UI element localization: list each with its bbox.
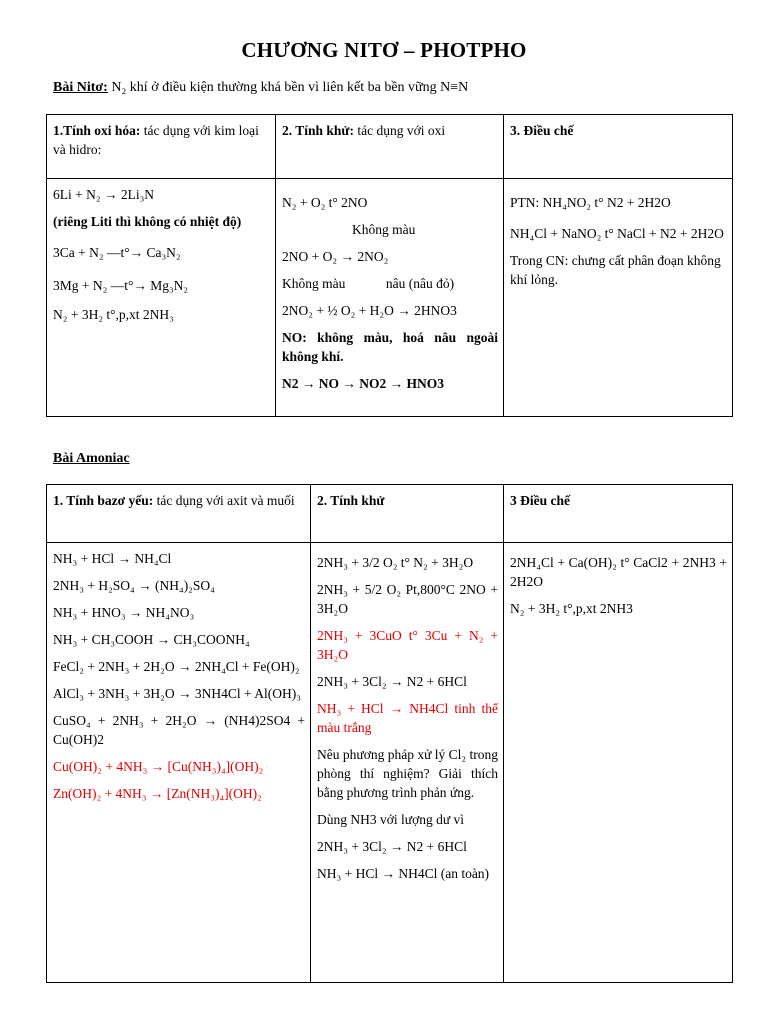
amoniac-base-cell	[47, 543, 311, 983]
amoniac-preparation-cell	[504, 543, 733, 983]
equation-line: NH₃ + HCl → NH4Cl tinh thể màu trắng	[317, 701, 498, 735]
question-line: Nêu phương pháp xử lý Cl₂ trong phòng thí nghiệm? Giải thích bằng phương trình phản ứng.	[317, 747, 498, 800]
amoniac-label: Bài Amoniac	[53, 451, 130, 466]
equation-line: NH₃ + CH₃COOH → CH₃COONH₄	[53, 632, 250, 647]
nito-table	[46, 114, 733, 417]
equation-line: 3Ca + N₂ —t°→ Ca₃N₂	[53, 245, 181, 260]
equation-line: 2NH₃ + 3Cl₂ → N2 + 6HCl	[317, 674, 467, 689]
nito-heading	[53, 80, 468, 96]
amoniac-header-2: 2. Tính khử	[311, 485, 504, 543]
amoniac-heading	[53, 451, 130, 467]
nito-header-3: 3. Điều chế	[504, 115, 733, 179]
equation-line: AlCl₃ + 3NH₃ + 3H₂O → 3NH4Cl + Al(OH)₃	[53, 686, 301, 701]
note-line: (riêng Liti thì không có nhiệt độ)	[53, 214, 242, 229]
equation-line: 2NH₃ + H₂SO₄ → (NH₄)₂SO₄	[53, 578, 215, 593]
nito-label: Bài Nitơ:	[53, 80, 108, 95]
nito-header-2: 2. Tính khử: tác dụng với oxi	[276, 115, 504, 179]
equation-line: N₂ + O₂ t° 2NO	[282, 195, 368, 210]
chain-line: N2 → NO → NO2 → HNO3	[282, 376, 444, 391]
equation-line: 2NH₄Cl + Ca(OH)₂ t° CaCl2 + 2NH3 + 2H2O	[510, 555, 727, 589]
equation-line: N₂ + 3H₂ t°,p,xt 2NH₃	[53, 307, 174, 322]
equation-line: 6Li + N₂ → 2Li₃N	[53, 187, 155, 202]
equation-line: 2NO + O₂ → 2NO₂	[282, 249, 389, 264]
amoniac-reduction-cell	[311, 543, 504, 983]
equation-line: 2NH₃ + 3/2 O₂ t° N₂ + 3H₂O	[317, 555, 474, 570]
nito-oxidation-cell	[47, 179, 276, 417]
note-line: NO: không màu, hoá nâu ngoài không khí.	[282, 330, 498, 364]
equation-line: Zn(OH)₂ + 4NH₃ → [Zn(NH₃)₄](OH)₂	[53, 786, 262, 801]
amoniac-header-1: 1. Tính bazơ yếu: tác dụng với axit và muối	[47, 485, 311, 543]
note-line: Không màu nâu (nâu đỏ)	[282, 276, 455, 291]
note-line: Không màu	[352, 222, 416, 237]
nito-reduction-cell	[276, 179, 504, 417]
equation-line: NH₃ + HNO₃ → NH₄NO₃	[53, 605, 195, 620]
note-line: Trong CN: chưng cất phân đoạn không khí lỏng.	[510, 253, 721, 287]
amoniac-table	[46, 484, 733, 983]
equation-line: FeCl₂ + 2NH₃ + 2H₂O → 2NH₄Cl + Fe(OH)₂	[53, 659, 300, 674]
equation-line: 2NH₃ + 5/2 O₂ Pt,800°C 2NO + 3H₂O	[317, 582, 498, 616]
equation-line: 2NH₃ + 3CuO t° 3Cu + N₂ + 3H₂O	[317, 628, 498, 662]
equation-line: NH₃ + HCl → NH4Cl (an toàn)	[317, 866, 490, 881]
equation-line: NH₄Cl + NaNO₂ t° NaCl + N2 + 2H2O	[510, 226, 724, 241]
equation-line: CuSO₄ + 2NH₃ + 2H₂O → (NH4)2SO4 + Cu(OH)2	[53, 713, 305, 747]
equation-line: N₂ + 3H₂ t°,p,xt 2NH3	[510, 601, 633, 616]
nito-intro: N₂ khí ở điều kiện thường khá bền vì liên kết ba bền vững N≡N	[111, 80, 469, 95]
nito-preparation-cell	[504, 179, 733, 417]
note-line: Dùng NH3 với lượng dư vì	[317, 812, 465, 827]
equation-line: NH₃ + HCl → NH₄Cl	[53, 551, 172, 566]
equation-line: 2NH₃ + 3Cl₂ → N2 + 6HCl	[317, 839, 467, 854]
nito-header-1: 1.Tính oxi hóa: tác dụng với kim loại và hidro:	[47, 115, 276, 179]
equation-line: PTN: NH₄NO₂ t° N2 + 2H2O	[510, 195, 671, 210]
equation-line: 2NO₂ + ½ O₂ + H₂O → 2HNO3	[282, 303, 457, 318]
page-title: CHƯƠNG NITƠ – PHOTPHO	[241, 38, 527, 62]
amoniac-header-3: 3 Điều chế	[504, 485, 733, 543]
equation-line: Cu(OH)₂ + 4NH₃ → [Cu(NH₃)₄](OH)₂	[53, 759, 264, 774]
equation-line: 3Mg + N₂ —t°→ Mg₃N₂	[53, 278, 189, 293]
